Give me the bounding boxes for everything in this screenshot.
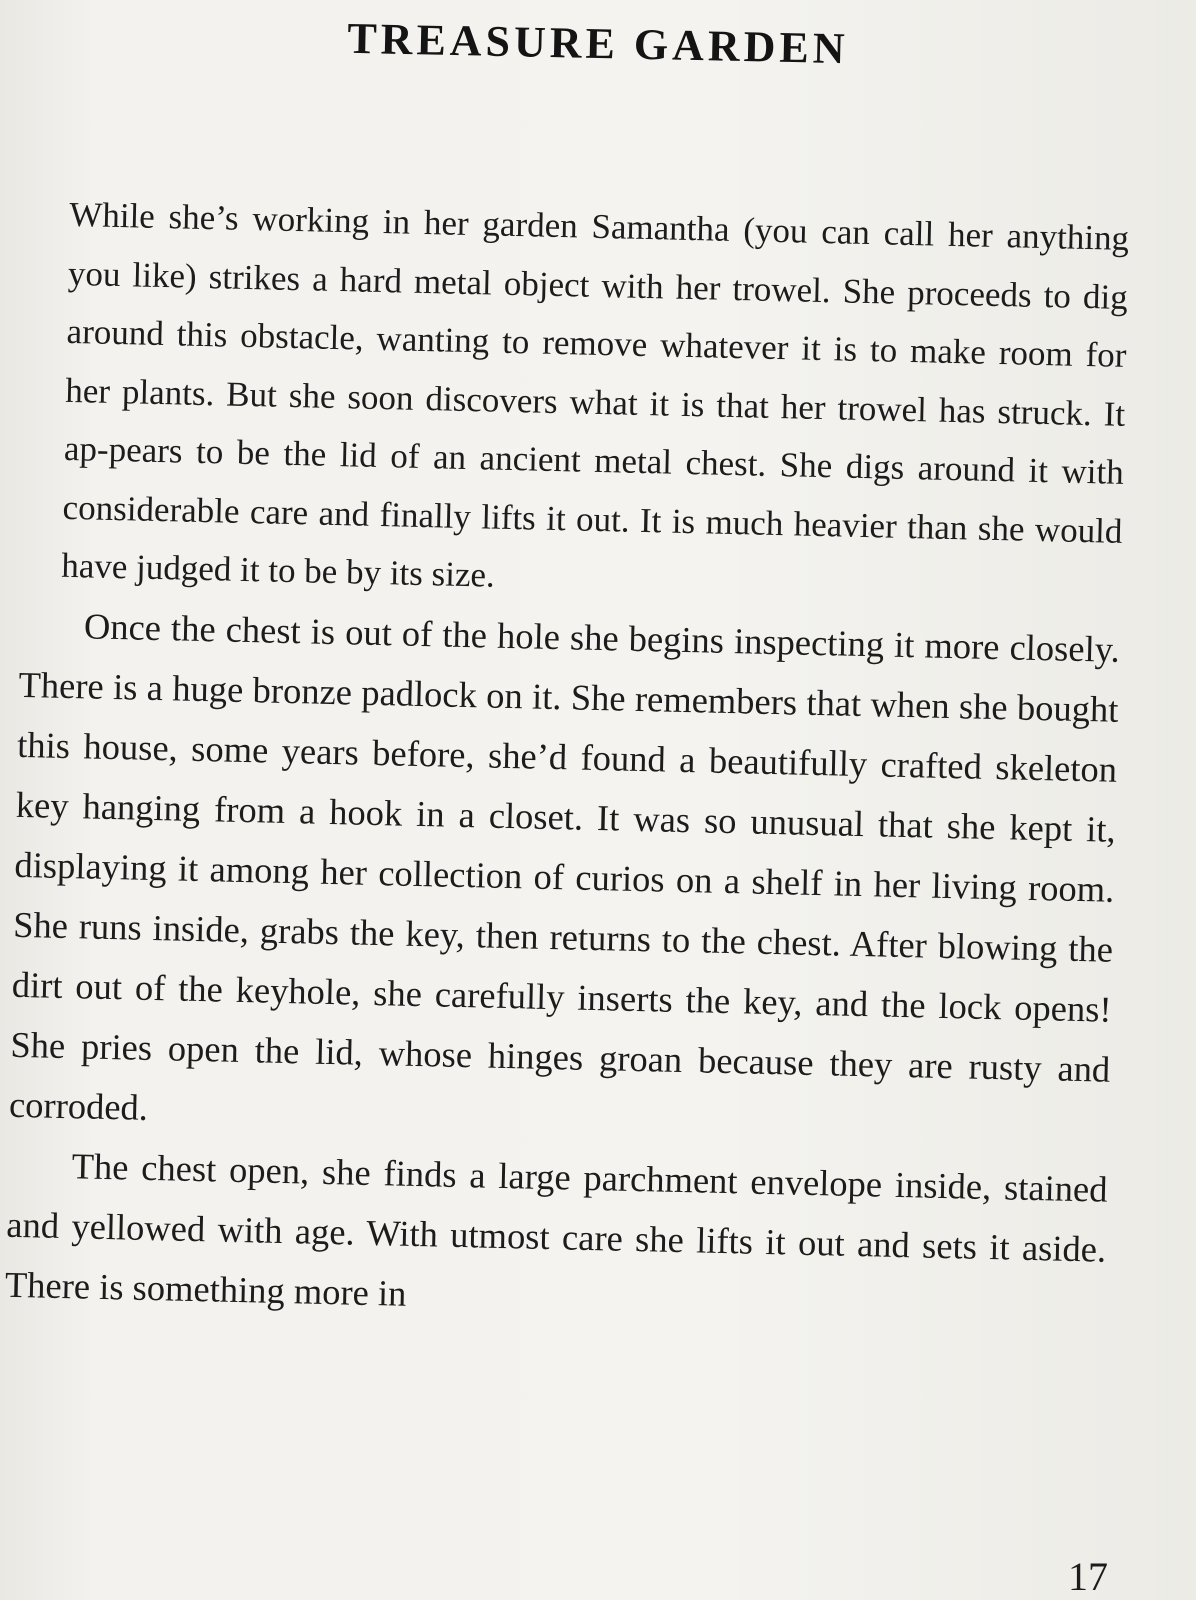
page-number: 17 [1068, 1554, 1108, 1599]
body-text [4, 185, 1129, 1339]
paragraph-2: Once the chest is out of the hole she begins inspecting it more closely. There is a huge bronze padlock on it. She remembers that when she bought this house, some years before, she’d found a beautifully crafted skeleton key hanging from a hook in a closet. It was so unusual that she kept it, displaying it among her collection of curios on a shelf in her living room. She runs inside, grabs the key, then returns to the chest. After blowing the dirt out of the keyhole, she carefully inserts the key, and the lock opens! She pries open the lid, whose hinges groan because they are rusty and corroded. [8, 604, 1121, 1128]
paragraph-1: While she’s working in her garden Samantha (you can call her anything you like) strikes a hard metal object with her trowel. She proceeds to dig around this obstacle, wanting to remove whatever it is to make room for her plants. But she soon discovers what it is that her trowel has struck. It ap-pears to be the lid of an ancient metal chest. She digs around it with considerable care and finally lifts it out. It is much heavier than she would have judged it to be by its size. [60, 194, 1130, 595]
running-head: TREASURE GARDEN [346, 13, 850, 74]
paragraph-3: The chest open, she finds a large parchment envelope inside, stained and yellowed with age. With utmost care she lifts it out and sets it aside. There is something more in [4, 1144, 1108, 1314]
